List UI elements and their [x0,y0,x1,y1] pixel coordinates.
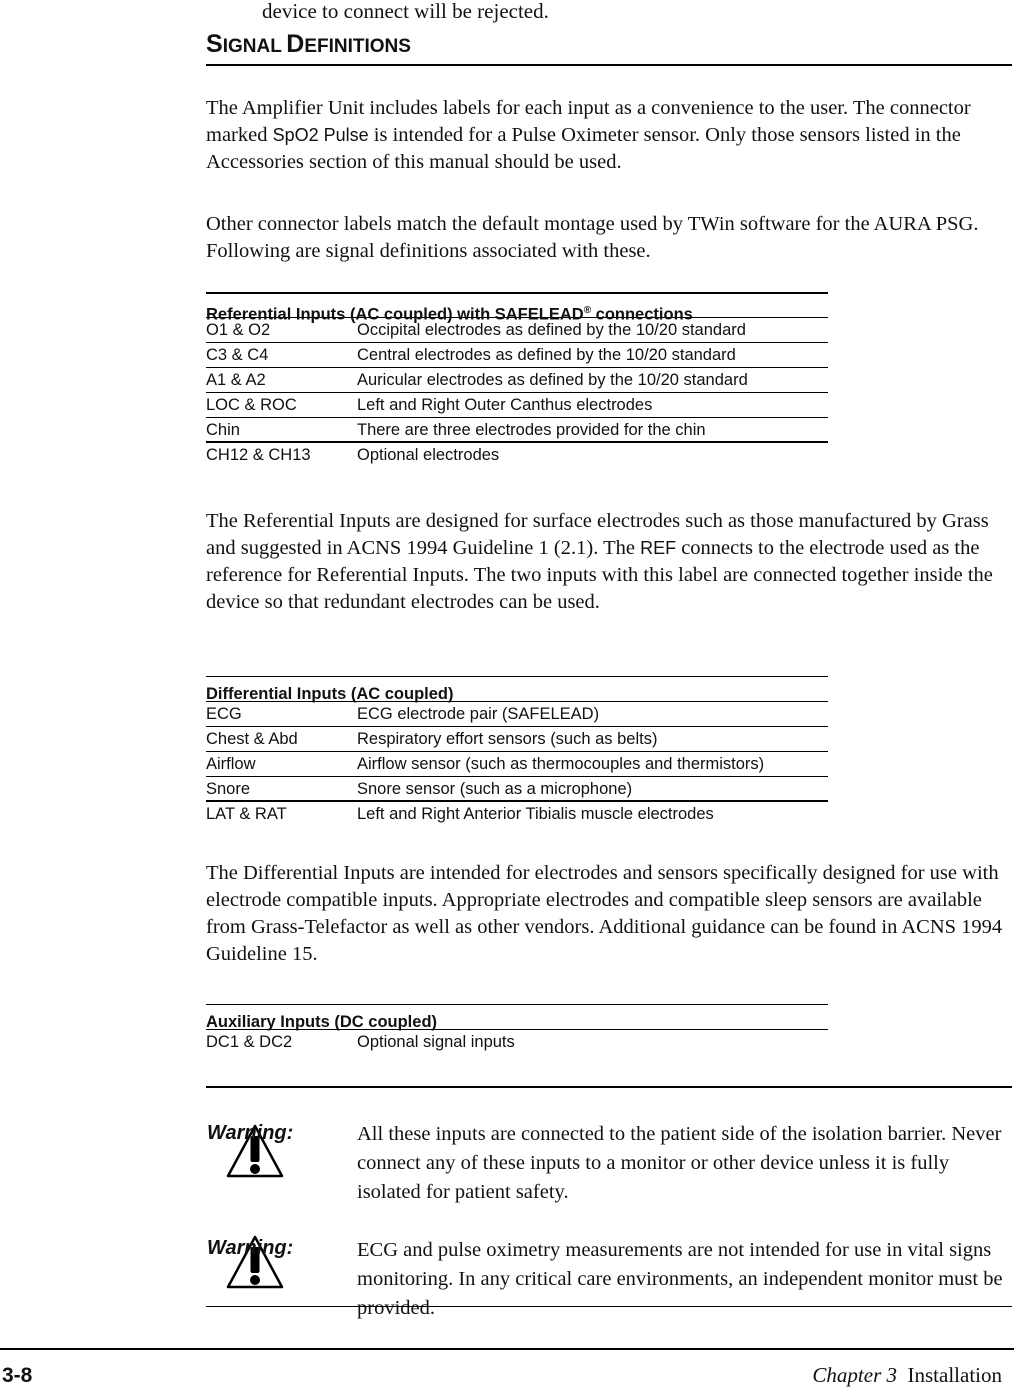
signal-name: CH12 & CH13 [206,446,311,464]
table-row [206,727,828,752]
table-row [206,418,828,443]
warning-label: Warning: [207,1122,294,1144]
table-header-text: Auxiliary Inputs (DC coupled) [206,1013,438,1031]
auxiliary-inputs-table [206,1004,828,1055]
signal-name: LOC & ROC [206,396,297,414]
signal-description: Central electrodes as defined by the 10/20 standard [357,346,736,364]
intro-paragraph [206,95,1014,176]
table-row [206,343,828,368]
signal-description: Respiratory effort sensors (such as belts) [357,730,658,748]
referential-paragraph-text-start: The Referential Inputs are designed for surface electrodes such as those manufactured by Grass and suggested in ACNS 1994 Guideline 1 (2.1). The [206,510,989,559]
signal-description: There are three electrodes provided for the chin [357,421,706,439]
ref-label: REF [640,538,677,558]
table-header [206,676,828,702]
chapter-label: Chapter 3 [812,1363,898,1387]
warning-text: ECG and pulse oximetry measurements are not intended for use in vital signs monitoring. In any critical care environments, an independent monitor must be provided. [357,1239,1003,1319]
table-row [206,443,828,468]
footer-rule [0,1348,1014,1350]
signal-name: O1 & O2 [206,321,271,339]
warning-text: All these inputs are connected to the patient side of the isolation barrier. Never connect any of these inputs to a monitor or other device unless it is fully isolated for patient safety. [357,1123,1002,1203]
table-header-text: Differential Inputs (AC coupled) [206,685,454,703]
signal-name: LAT & RAT [206,805,287,823]
section-title-cap-1: S [206,30,223,58]
signal-name: DC1 & DC2 [206,1033,293,1051]
intro-paragraph-text-start: The Amplifier Unit includes labels for each input as a convenience to the user. The connector marked [206,97,971,146]
table-row [206,752,828,777]
section-title [206,30,1012,66]
warning-section-top-rule [206,1086,1012,1088]
page-number: 3-8 [2,1364,33,1387]
signal-name: C3 & C4 [206,346,269,364]
signal-description: Occipital electrodes as defined by the 10/20 standard [357,321,746,339]
differential-inputs-table [206,676,828,827]
signal-description: ECG electrode pair (SAFELEAD) [357,705,600,723]
section-title-rest-2: EFINITIONS [304,36,411,57]
signal-description: Snore sensor (such as a microphone) [357,780,633,798]
continued-text-fragment: device to connect will be rejected. [262,0,549,23]
table-row [206,318,828,343]
table-row [206,777,828,802]
table-header-text: Referential Inputs (AC coupled) with SAFELEAD [206,305,584,324]
signal-name: A1 & A2 [206,371,266,389]
warning-section-bottom-rule [206,1306,1012,1307]
table-header [206,292,828,324]
differential-paragraph: The Differential Inputs are intended for electrodes and sensors specifically designed for use with electrode compatible inputs. Appropriate electrodes and compatible sleep sensors are available from Grass-Telefactor as well as other vendors. Additional guidance can be found in ACNS 1994 Guideline 15. [206,862,1003,965]
signal-description: Airflow sensor (such as thermocouples and thermistors) [357,755,765,773]
signal-description: Optional signal inputs [357,1033,515,1051]
signal-description: Left and Right Outer Canthus electrodes [357,396,653,414]
signal-description: Left and Right Anterior Tibialis muscle electrodes [357,805,714,823]
section-title-cap-2: D [286,30,305,58]
table-header-suffix: connections [591,305,693,324]
table-row [206,368,828,393]
signal-name: Chin [206,421,240,439]
table-row [206,702,828,727]
montage-paragraph: Other connector labels match the default montage used by TWin software for the AURA PSG. Following are signal definitions associated with these. [206,213,979,262]
referential-paragraph-text-end: connects to the electrode used as the reference for Referential Inputs. The two inputs with this label are connected together inside the device so that redundant electrodes can be used. [206,537,993,613]
signal-name: Chest & Abd [206,730,298,748]
spo2-pulse-label: SpO2 Pulse [272,125,369,145]
referential-paragraph [206,508,1014,616]
signal-name: Airflow [206,755,256,773]
table-row [206,802,828,827]
registered-mark: ® [583,305,592,316]
chapter-footer [812,1363,1002,1388]
warning-label: Warning: [207,1237,294,1259]
intro-paragraph-text-end: is intended for a Pulse Oximeter sensor. Only those sensors listed in the Accessories section of this manual should be used. [206,124,961,173]
chapter-title: Installation [907,1363,1002,1387]
signal-name: ECG [206,705,242,723]
table-header [206,1004,828,1030]
table-row [206,393,828,418]
table-row [206,1030,828,1055]
signal-description: Auricular electrodes as defined by the 10/20 standard [357,371,748,389]
signal-description: Optional electrodes [357,446,500,464]
signal-name: Snore [206,780,251,798]
section-title-rest-1: IGNAL [222,36,282,57]
referential-inputs-table [206,292,828,468]
